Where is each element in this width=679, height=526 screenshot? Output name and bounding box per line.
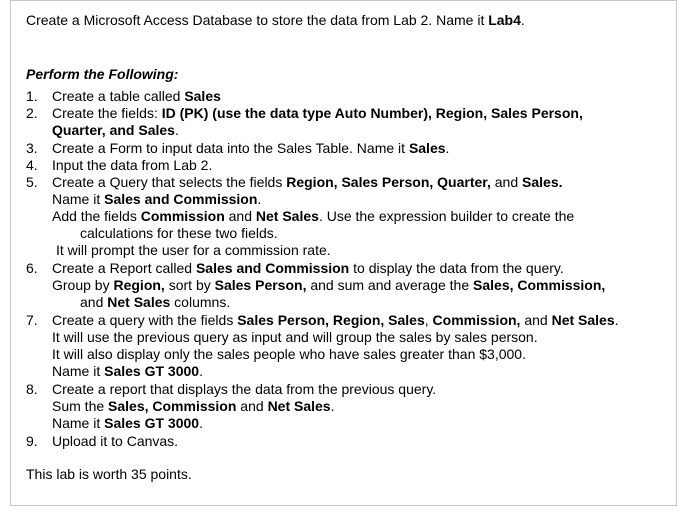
- list-item-line: Create a report that displays the data from the previous query.: [52, 381, 437, 397]
- list-item-line: Quarter, and Sales.: [52, 122, 179, 138]
- list-item-line: Create the fields: ID (PK) (use the data type Auto Number), Region, Sales Person,: [52, 105, 583, 121]
- list-item-line: Sum the Sales, Commission and Net Sales.: [52, 398, 335, 414]
- list-item-line: Name it Sales and Commission.: [52, 191, 262, 207]
- item-number: 2.: [26, 105, 38, 121]
- list-item-line: Upload it to Canvas.: [52, 433, 179, 449]
- list-item-line: Create a table called Sales: [52, 88, 221, 104]
- list-item-line: Name it Sales GT 3000.: [52, 415, 203, 431]
- list-item-line: It will also display only the sales people who have sales greater than $3,000.: [52, 346, 526, 362]
- item-number: 8.: [26, 381, 38, 397]
- list-item-line: Group by Region, sort by Sales Person, and sum and average the Sales, Commission,: [52, 277, 606, 293]
- item-number: 7.: [26, 312, 38, 328]
- item-number: 1.: [26, 88, 38, 104]
- item-number: 9.: [26, 433, 38, 449]
- points-note: This lab is worth 35 points.: [26, 466, 192, 482]
- item-number: 3.: [26, 140, 38, 156]
- item-number: 4.: [26, 157, 38, 173]
- database-name: Lab4: [488, 12, 521, 28]
- section-heading: Perform the Following:: [26, 66, 179, 82]
- list-item-line: calculations for these two fields.: [80, 225, 278, 241]
- list-item-line: It will use the previous query as input and will group the sales by sales person.: [52, 329, 538, 345]
- intro-line: Create a Microsoft Access Database to store the data from Lab 2. Name it Lab4.: [26, 12, 525, 28]
- list-item-line: Add the fields Commission and Net Sales. Use the expression builder to create the: [52, 208, 575, 224]
- list-item-line: Create a Query that selects the fields Region, Sales Person, Quarter, and Sales.: [52, 174, 563, 190]
- list-item-line: Create a query with the fields Sales Person, Region, Sales, Commission, and Net Sales.: [52, 312, 619, 328]
- list-item-line: Create a Form to input data into the Sales Table. Name it Sales.: [52, 140, 450, 156]
- list-item-line: It will prompt the user for a commission rate.: [56, 242, 331, 258]
- list-item-line: Name it Sales GT 3000.: [52, 363, 203, 379]
- list-item-line: and Net Sales columns.: [80, 294, 231, 310]
- item-number: 5.: [26, 174, 38, 190]
- list-item-line: Input the data from Lab 2.: [52, 157, 213, 173]
- item-number: 6.: [26, 260, 38, 276]
- list-item-line: Create a Report called Sales and Commission to display the data from the query.: [52, 260, 564, 276]
